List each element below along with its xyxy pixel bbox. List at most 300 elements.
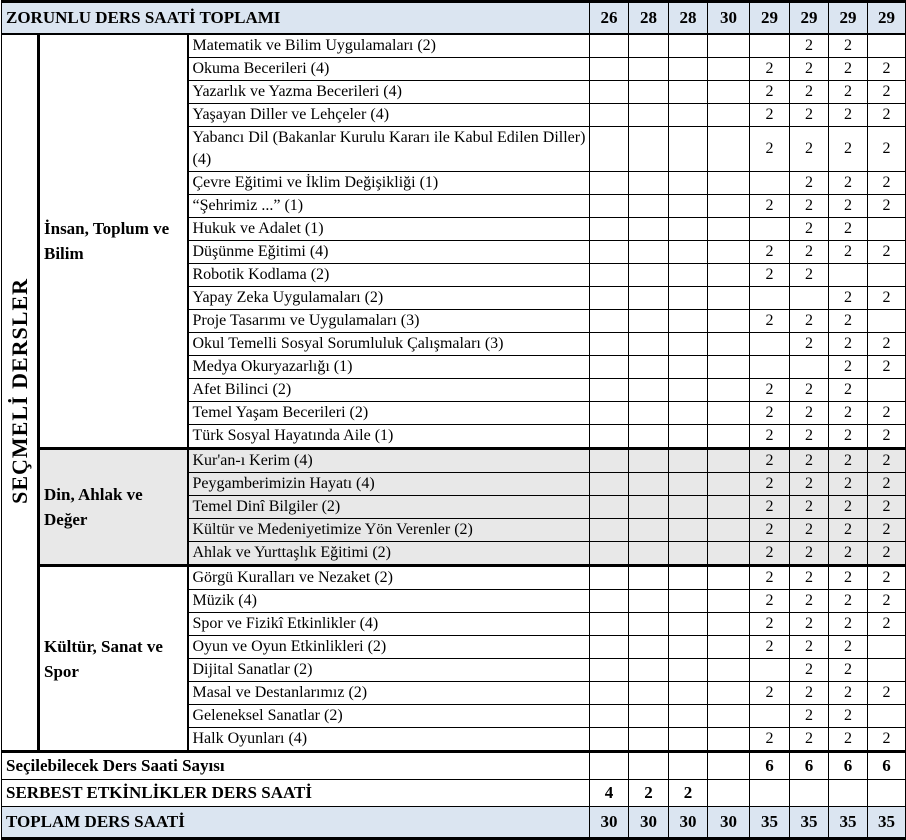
course-name: Çevre Eğitimi ve İklim Değişikliği (1) <box>188 172 590 195</box>
value-cell <box>708 195 750 218</box>
value-cell <box>629 58 669 81</box>
value-cell: 2 <box>868 728 906 752</box>
value-cell: 2 <box>790 310 829 333</box>
value-cell: 2 <box>868 542 906 566</box>
value-cell <box>590 542 629 566</box>
value-cell: 2 <box>868 81 906 104</box>
value-cell: 2 <box>829 449 868 473</box>
value-cell <box>708 218 750 241</box>
course-name: Yazarlık ve Yazma Becerileri (4) <box>188 81 590 104</box>
value-cell: 2 <box>790 542 829 566</box>
value-cell <box>750 287 790 310</box>
value-cell: 2 <box>829 195 868 218</box>
value-cell <box>629 542 669 566</box>
value-cell: 2 <box>829 682 868 705</box>
value-cell <box>708 402 750 425</box>
value-cell <box>669 402 708 425</box>
value-cell: 2 <box>829 356 868 379</box>
value-cell <box>669 705 708 728</box>
value-cell <box>629 287 669 310</box>
value-cell <box>750 172 790 195</box>
value-cell: 2 <box>829 590 868 613</box>
value-cell <box>629 264 669 287</box>
value-cell: 2 <box>790 705 829 728</box>
value-cell: 2 <box>790 519 829 542</box>
value-cell <box>669 264 708 287</box>
course-name: Türk Sosyal Hayatında Aile (1) <box>188 425 590 449</box>
course-name: Medya Okuryazarlığı (1) <box>188 356 590 379</box>
course-name: Ahlak ve Yurttaşlık Eğitimi (2) <box>188 542 590 566</box>
course-name: Hukuk ve Adalet (1) <box>188 218 590 241</box>
value-cell: 2 <box>750 473 790 496</box>
value-cell <box>629 81 669 104</box>
value-cell <box>708 310 750 333</box>
value-cell: 2 <box>829 566 868 590</box>
value-cell: 2 <box>829 34 868 58</box>
value-cell <box>590 356 629 379</box>
value-cell <box>590 752 629 780</box>
compulsory-total-row <box>2 2 906 35</box>
value-cell <box>829 780 868 807</box>
value-cell: 2 <box>669 780 708 807</box>
value-cell <box>629 34 669 58</box>
value-cell <box>750 659 790 682</box>
value-cell <box>708 636 750 659</box>
value-cell <box>669 496 708 519</box>
value-cell: 2 <box>790 566 829 590</box>
curriculum-table <box>1 0 906 840</box>
value-cell <box>629 127 669 172</box>
value-cell: 2 <box>829 287 868 310</box>
value-cell: 26 <box>590 2 629 35</box>
value-cell <box>708 104 750 127</box>
value-cell: 2 <box>829 705 868 728</box>
value-cell <box>708 705 750 728</box>
value-cell <box>669 590 708 613</box>
value-cell: 2 <box>868 566 906 590</box>
value-cell: 2 <box>868 449 906 473</box>
value-cell <box>669 519 708 542</box>
value-cell: 2 <box>868 333 906 356</box>
value-cell <box>868 780 906 807</box>
value-cell <box>629 705 669 728</box>
value-cell: 2 <box>790 172 829 195</box>
value-cell <box>629 590 669 613</box>
group-name: İnsan, Toplum ve Bilim <box>39 34 188 449</box>
value-cell: 35 <box>790 807 829 839</box>
value-cell: 2 <box>790 728 829 752</box>
value-cell: 2 <box>868 473 906 496</box>
value-cell <box>590 218 629 241</box>
value-cell <box>708 659 750 682</box>
value-cell: 2 <box>750 542 790 566</box>
value-cell <box>629 310 669 333</box>
value-cell: 2 <box>829 333 868 356</box>
course-name: Yabancı Dil (Bakanlar Kurulu Kararı ile Kabul Edilen Diller) (4) <box>188 127 590 172</box>
value-cell <box>708 127 750 172</box>
value-cell <box>669 34 708 58</box>
value-cell <box>868 218 906 241</box>
value-cell <box>750 218 790 241</box>
value-cell <box>629 636 669 659</box>
value-cell <box>590 449 629 473</box>
course-name: Temel Yaşam Becerileri (2) <box>188 402 590 425</box>
value-cell: 2 <box>750 425 790 449</box>
course-name: Kültür ve Medeniyetimize Yön Verenler (2) <box>188 519 590 542</box>
value-cell: 30 <box>590 807 629 839</box>
value-cell: 2 <box>750 519 790 542</box>
value-cell: 2 <box>868 402 906 425</box>
value-cell <box>590 473 629 496</box>
value-cell <box>669 659 708 682</box>
value-cell <box>669 195 708 218</box>
value-cell <box>669 356 708 379</box>
value-cell <box>669 728 708 752</box>
value-cell: 4 <box>590 780 629 807</box>
value-cell <box>669 127 708 172</box>
value-cell <box>669 104 708 127</box>
value-cell: 2 <box>829 402 868 425</box>
value-cell <box>590 590 629 613</box>
value-cell <box>669 636 708 659</box>
value-cell: 29 <box>829 2 868 35</box>
footer-label: SERBEST ETKİNLİKLER DERS SAATİ <box>2 780 590 807</box>
value-cell: 2 <box>790 473 829 496</box>
value-cell <box>708 566 750 590</box>
value-cell <box>708 519 750 542</box>
value-cell: 2 <box>868 287 906 310</box>
value-cell <box>629 752 669 780</box>
value-cell: 2 <box>868 356 906 379</box>
value-cell: 2 <box>750 58 790 81</box>
value-cell: 30 <box>708 2 750 35</box>
value-cell <box>590 34 629 58</box>
value-cell <box>590 705 629 728</box>
value-cell <box>708 728 750 752</box>
value-cell: 2 <box>790 81 829 104</box>
course-name: Masal ve Destanlarımız (2) <box>188 682 590 705</box>
value-cell <box>708 172 750 195</box>
value-cell: 2 <box>829 659 868 682</box>
value-cell: 2 <box>868 58 906 81</box>
value-cell <box>708 613 750 636</box>
value-cell: 6 <box>790 752 829 780</box>
value-cell <box>708 425 750 449</box>
value-cell <box>629 519 669 542</box>
value-cell: 2 <box>829 636 868 659</box>
value-cell <box>708 34 750 58</box>
value-cell <box>590 566 629 590</box>
value-cell: 2 <box>790 496 829 519</box>
value-cell <box>590 333 629 356</box>
value-cell <box>629 728 669 752</box>
value-cell <box>590 195 629 218</box>
value-cell <box>590 287 629 310</box>
value-cell: 2 <box>750 379 790 402</box>
value-cell <box>708 496 750 519</box>
value-cell <box>629 333 669 356</box>
value-cell <box>669 566 708 590</box>
value-cell <box>590 104 629 127</box>
value-cell: 2 <box>750 402 790 425</box>
value-cell <box>669 379 708 402</box>
value-cell <box>669 425 708 449</box>
value-cell <box>669 473 708 496</box>
value-cell <box>708 682 750 705</box>
value-cell: 2 <box>868 104 906 127</box>
value-cell: 2 <box>868 496 906 519</box>
course-name: Görgü Kuralları ve Nezaket (2) <box>188 566 590 590</box>
course-name: Okul Temelli Sosyal Sorumluluk Çalışmaları (3) <box>188 333 590 356</box>
course-name: Peygamberimizin Hayatı (4) <box>188 473 590 496</box>
value-cell <box>590 728 629 752</box>
value-cell: 2 <box>829 310 868 333</box>
value-cell: 2 <box>790 402 829 425</box>
value-cell <box>750 34 790 58</box>
value-cell: 2 <box>790 425 829 449</box>
value-cell: 2 <box>790 636 829 659</box>
value-cell: 2 <box>790 659 829 682</box>
value-cell: 2 <box>829 519 868 542</box>
value-cell <box>708 58 750 81</box>
value-cell <box>629 241 669 264</box>
value-cell <box>629 682 669 705</box>
value-cell: 2 <box>829 218 868 241</box>
course-name: Okuma Becerileri (4) <box>188 58 590 81</box>
value-cell: 29 <box>868 2 906 35</box>
value-cell: 2 <box>750 127 790 172</box>
value-cell <box>708 379 750 402</box>
value-cell: 2 <box>868 519 906 542</box>
group-name: Din, Ahlak ve Değer <box>39 449 188 566</box>
footer-label: Seçilebilecek Ders Saati Sayısı <box>2 752 590 780</box>
value-cell <box>629 473 669 496</box>
side-label <box>2 34 39 752</box>
value-cell: 2 <box>829 104 868 127</box>
value-cell <box>708 542 750 566</box>
value-cell <box>629 659 669 682</box>
course-name: Dijital Sanatlar (2) <box>188 659 590 682</box>
value-cell: 2 <box>829 496 868 519</box>
value-cell: 2 <box>829 728 868 752</box>
footer-label: TOPLAM DERS SAATİ <box>2 807 590 839</box>
value-cell: 2 <box>790 613 829 636</box>
value-cell: 2 <box>750 496 790 519</box>
value-cell: 2 <box>790 379 829 402</box>
value-cell <box>590 379 629 402</box>
value-cell: 2 <box>790 449 829 473</box>
course-name: Temel Dinî Bilgiler (2) <box>188 496 590 519</box>
value-cell <box>868 636 906 659</box>
value-cell <box>790 780 829 807</box>
value-cell: 2 <box>868 195 906 218</box>
value-cell <box>669 613 708 636</box>
value-cell <box>629 402 669 425</box>
value-cell <box>669 682 708 705</box>
course-name: Afet Bilinci (2) <box>188 379 590 402</box>
value-cell: 2 <box>790 682 829 705</box>
value-cell <box>629 496 669 519</box>
value-cell <box>708 590 750 613</box>
value-cell <box>708 449 750 473</box>
value-cell <box>708 287 750 310</box>
value-cell: 35 <box>750 807 790 839</box>
value-cell <box>629 449 669 473</box>
value-cell <box>708 752 750 780</box>
footer-row <box>2 807 906 839</box>
course-name: Oyun ve Oyun Etkinlikleri (2) <box>188 636 590 659</box>
value-cell: 30 <box>669 807 708 839</box>
value-cell: 2 <box>829 172 868 195</box>
value-cell: 2 <box>868 682 906 705</box>
value-cell <box>629 195 669 218</box>
compulsory-total-label: ZORUNLU DERS SAATİ TOPLAMI <box>2 2 590 35</box>
value-cell: 2 <box>868 127 906 172</box>
course-name: Proje Tasarımı ve Uygulamaları (3) <box>188 310 590 333</box>
value-cell <box>590 519 629 542</box>
value-cell: 2 <box>750 310 790 333</box>
side-label-text: SEÇMELİ DERSLER <box>6 278 32 504</box>
value-cell: 2 <box>868 613 906 636</box>
value-cell: 2 <box>750 449 790 473</box>
value-cell <box>669 287 708 310</box>
value-cell <box>708 780 750 807</box>
value-cell <box>829 264 868 287</box>
course-name: Geleneksel Sanatlar (2) <box>188 705 590 728</box>
value-cell <box>590 172 629 195</box>
value-cell: 2 <box>750 728 790 752</box>
value-cell <box>590 402 629 425</box>
value-cell: 2 <box>829 81 868 104</box>
value-cell <box>708 264 750 287</box>
course-name: Robotik Kodlama (2) <box>188 264 590 287</box>
course-name: Düşünme Eğitimi (4) <box>188 241 590 264</box>
value-cell: 2 <box>750 590 790 613</box>
value-cell: 2 <box>790 218 829 241</box>
value-cell <box>629 218 669 241</box>
value-cell <box>590 496 629 519</box>
value-cell <box>868 379 906 402</box>
value-cell <box>708 333 750 356</box>
value-cell: 2 <box>868 590 906 613</box>
value-cell: 2 <box>790 241 829 264</box>
footer-row <box>2 780 906 807</box>
value-cell <box>629 425 669 449</box>
value-cell: 6 <box>829 752 868 780</box>
value-cell: 6 <box>868 752 906 780</box>
value-cell: 2 <box>790 590 829 613</box>
value-cell: 2 <box>750 566 790 590</box>
value-cell <box>629 613 669 636</box>
value-cell <box>708 473 750 496</box>
course-name: Yaşayan Diller ve Lehçeler (4) <box>188 104 590 127</box>
group-name: Kültür, Sanat ve Spor <box>39 566 188 752</box>
value-cell <box>590 58 629 81</box>
value-cell <box>590 127 629 172</box>
course-name: Müzik (4) <box>188 590 590 613</box>
value-cell: 2 <box>790 195 829 218</box>
value-cell <box>868 264 906 287</box>
value-cell <box>750 780 790 807</box>
course-row <box>2 449 906 473</box>
value-cell: 2 <box>868 172 906 195</box>
value-cell <box>790 356 829 379</box>
value-cell: 2 <box>829 58 868 81</box>
value-cell <box>669 81 708 104</box>
course-row <box>2 566 906 590</box>
value-cell <box>708 356 750 379</box>
value-cell: 2 <box>790 34 829 58</box>
value-cell: 2 <box>750 81 790 104</box>
value-cell: 30 <box>708 807 750 839</box>
value-cell: 28 <box>629 2 669 35</box>
value-cell: 2 <box>829 473 868 496</box>
value-cell: 2 <box>790 264 829 287</box>
value-cell: 2 <box>750 195 790 218</box>
value-cell: 29 <box>790 2 829 35</box>
course-name: Halk Oyunları (4) <box>188 728 590 752</box>
value-cell <box>669 241 708 264</box>
value-cell: 35 <box>829 807 868 839</box>
course-name: Kur'an-ı Kerim (4) <box>188 449 590 473</box>
value-cell: 2 <box>790 333 829 356</box>
value-cell <box>590 81 629 104</box>
value-cell: 2 <box>629 780 669 807</box>
value-cell <box>669 58 708 81</box>
value-cell <box>590 425 629 449</box>
value-cell: 2 <box>750 264 790 287</box>
value-cell <box>868 705 906 728</box>
course-name: Spor ve Fizikî Etkinlikler (4) <box>188 613 590 636</box>
value-cell <box>629 172 669 195</box>
value-cell <box>590 264 629 287</box>
value-cell <box>750 333 790 356</box>
value-cell <box>669 752 708 780</box>
value-cell: 29 <box>750 2 790 35</box>
value-cell: 2 <box>829 127 868 172</box>
value-cell: 35 <box>868 807 906 839</box>
value-cell: 2 <box>790 127 829 172</box>
value-cell <box>590 310 629 333</box>
value-cell <box>590 682 629 705</box>
value-cell <box>708 241 750 264</box>
value-cell: 2 <box>829 542 868 566</box>
value-cell <box>669 333 708 356</box>
course-name: “Şehrimiz ...” (1) <box>188 195 590 218</box>
value-cell <box>629 379 669 402</box>
value-cell <box>868 310 906 333</box>
value-cell: 2 <box>750 613 790 636</box>
value-cell: 2 <box>750 636 790 659</box>
course-row <box>2 34 906 58</box>
value-cell: 2 <box>829 379 868 402</box>
value-cell <box>669 172 708 195</box>
value-cell: 2 <box>829 425 868 449</box>
value-cell: 2 <box>790 58 829 81</box>
value-cell <box>629 104 669 127</box>
value-cell: 30 <box>629 807 669 839</box>
value-cell <box>629 356 669 379</box>
value-cell: 2 <box>868 241 906 264</box>
value-cell <box>750 356 790 379</box>
value-cell: 2 <box>829 241 868 264</box>
course-name: Matematik ve Bilim Uygulamaları (2) <box>188 34 590 58</box>
value-cell: 2 <box>829 613 868 636</box>
value-cell: 2 <box>868 425 906 449</box>
value-cell <box>868 659 906 682</box>
value-cell <box>669 218 708 241</box>
value-cell <box>590 659 629 682</box>
